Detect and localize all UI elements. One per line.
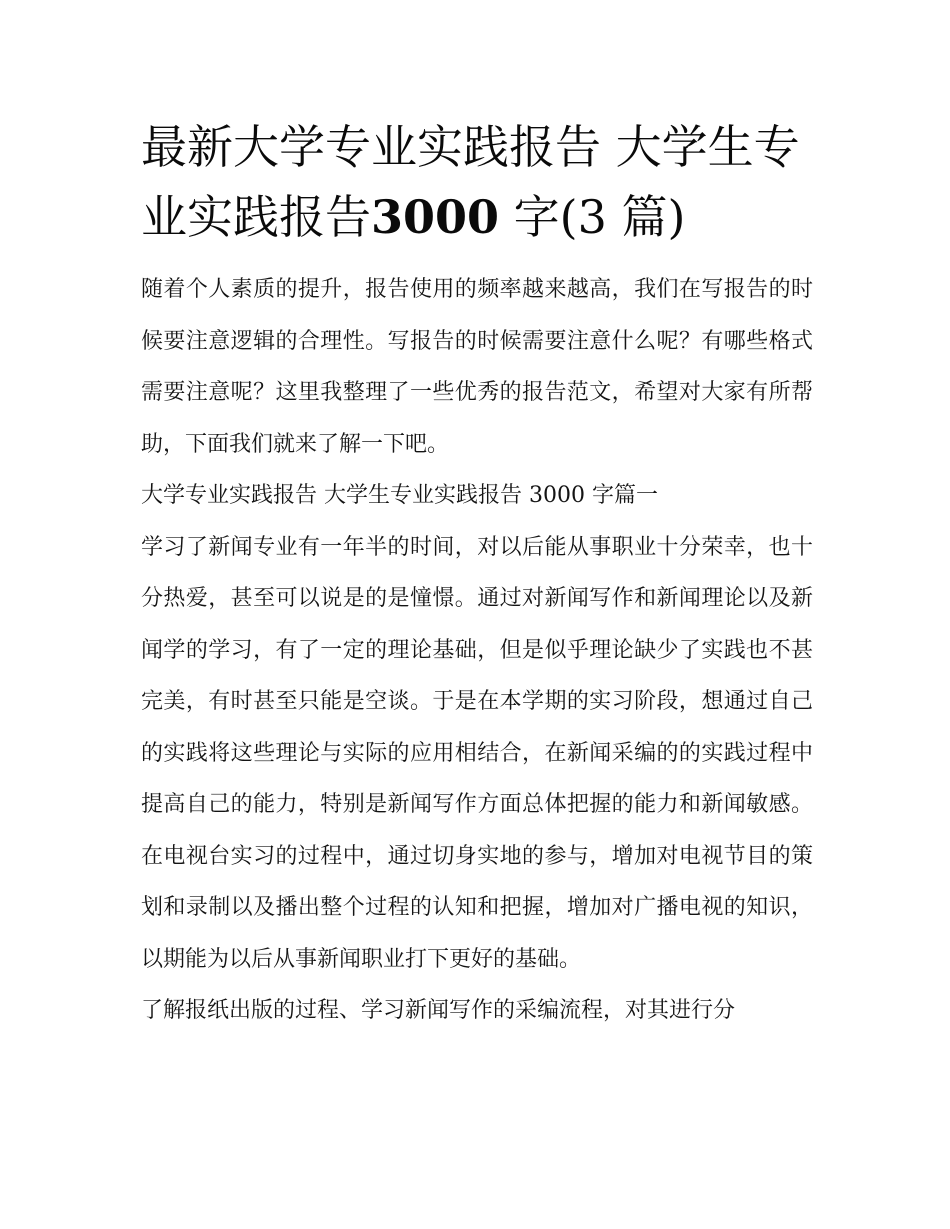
intro-paragraph: 随着个人素质的提升，报告使用的频率越来越高，我们在写报告的时候要注意逻辑的合理性。写报告的时候需要注意什么呢？有哪些格式需要注意呢？这里我整理了一些优秀的报告范文，希望对大家有所帮助，下面我们就来了解一下吧。 bbox=[141, 277, 813, 457]
body-paragraph: 了解报纸出版的过程、学习新闻写作的采编流程，对其进行分 bbox=[141, 998, 736, 1023]
section-heading: 大学专业实践报告 大学生专业实践报告 3000 字篇一 bbox=[141, 483, 658, 508]
title-spacer bbox=[141, 252, 813, 264]
document-title bbox=[141, 112, 813, 252]
body-paragraph: 学习了新闻专业有一年半的时间，对以后能从事职业十分荣幸，也十分热爱，甚至可以说是的是憧憬。通过对新闻写作和新闻理论以及新闻学的学习，有了一定的理论基础，但是似乎理论缺少了实践也不甚完美，有时甚至只能是空谈。于是在本学期的实习阶段，想通过自己的实践将这些理论与实际的应用相结合，在新闻采编的的实践过程中提高自己的能力，特别是新闻写作方面总体把握的能力和新闻敏感。在电视台实习的过程中，通过切身实地的参与，增加对电视节目的策划和录制以及播出整个过程的认知和把握，增加对广播电视的知识，以期能为以后从事新闻职业打下更好的基础。 bbox=[141, 534, 813, 972]
document-content bbox=[141, 112, 813, 1037]
title-text: 最新大学专业实践报告 大学生专业实践报告 bbox=[141, 120, 800, 244]
title-number: 3000 bbox=[371, 190, 500, 244]
title-suffix: 字(3 篇) bbox=[499, 190, 686, 244]
